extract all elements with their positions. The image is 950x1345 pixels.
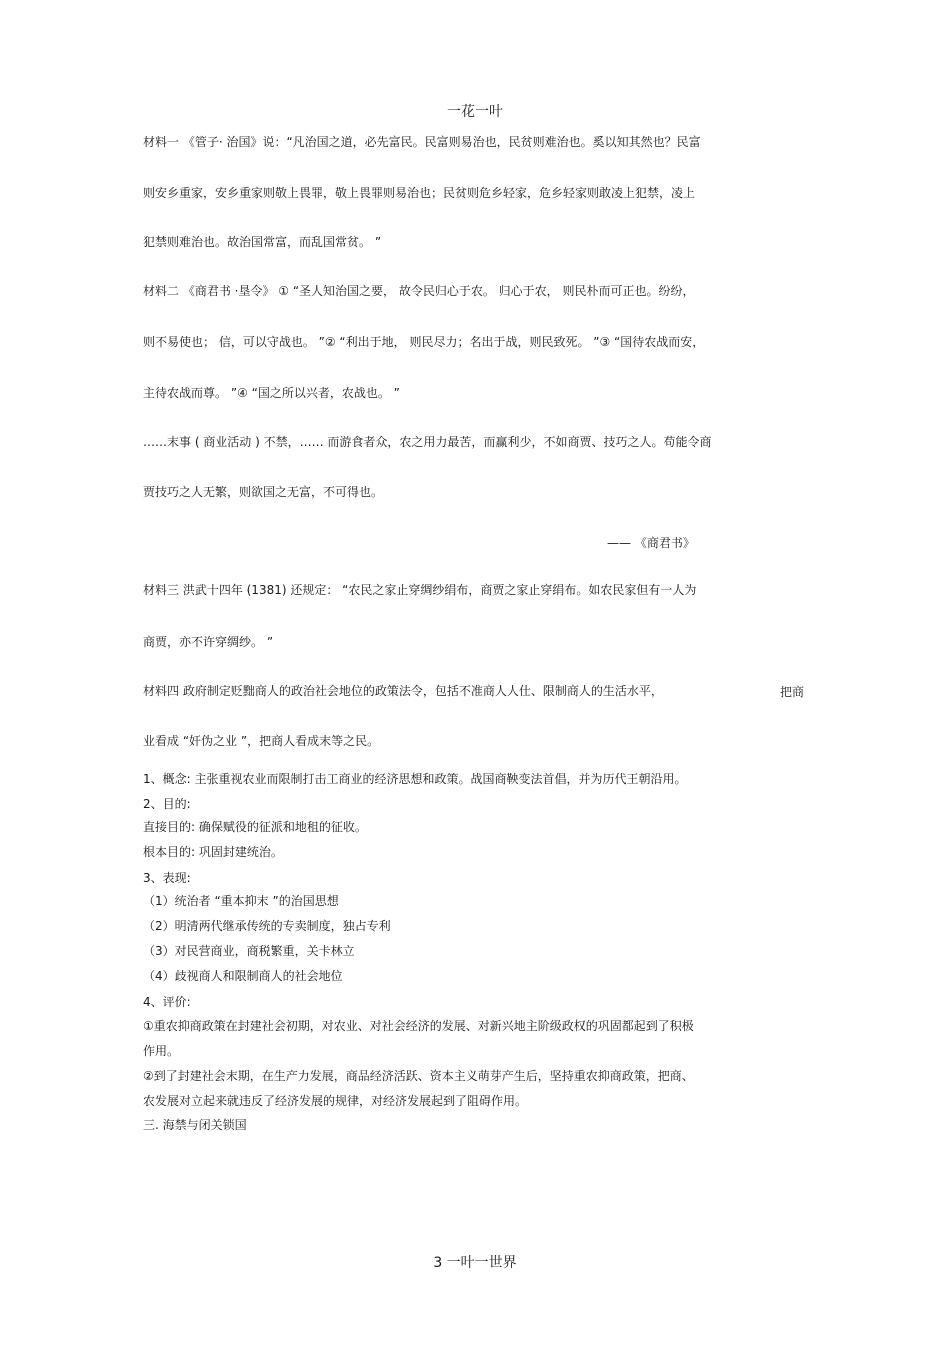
manifest-item-1: （1）统治者 “重本抑末 ”的治国思想 [143,894,339,908]
material-3-line-2: 商贾，亦不许穿绸纱。 ” [143,635,274,649]
concept-line: 1、概念: 主张重视农业而限制打击工商业的经济思想和政策。战国商鞅变法首倡，并为历代王朝沿用。 [143,772,687,786]
page-footer: 3 一叶一世界 [433,1255,517,1271]
eval-2-line-1: ②到了封建社会末期，在生产力发展，商品经济活跃、资本主义萌芽产生后，坚持重农抑商政策，把商、 [143,1069,694,1083]
material-2-source: —— 《商君书》 [607,536,695,550]
material-2-line-1: 材料二 《商君书 ·垦令》 ① “圣人知治国之要， 故令民归心于农。 归心于农， 则民朴而可正也。纷纷， [143,284,695,298]
material-1-line-3: 犯禁则难治也。故治国常富，而乱国常贫。 ” [143,235,382,249]
material-4-line-1-right: 把商 [780,685,805,699]
material-1-line-1: 材料一 《管子· 治国》说：“凡治国之道，必先富民。民富则易治也，民贫则难治也。奚以知其然也？民富 [143,135,701,149]
purpose-root: 根本目的: 巩固封建统治。 [143,845,283,859]
material-4-line-2: 业看成 “奸伪之业 ”，把商人看成末等之民。 [143,734,380,748]
purpose-direct: 直接目的: 确保赋役的征派和地租的征收。 [143,820,367,834]
material-3-line-1: 材料三 洪武十四年 (1381) 还规定： “农民之家止穿绸纱绢布，商贾之家止穿绢布。如农民家但有一人为 [143,583,697,597]
manifest-item-4: （4）歧视商人和限制商人的社会地位 [143,969,343,983]
manifest-item-3: （3）对民营商业，商税繁重，关卡林立 [143,944,355,958]
material-2-line-5: 贾技巧之人无繁，则欲国之无富，不可得也。 [143,485,384,499]
page-header: 一花一叶 [447,104,503,120]
material-1-line-2: 则安乡重家，安乡重家则敬上畏罪，敬上畏罪则易治也；民贫则危乡轻家，危乡轻家则敢凌上犯禁，凌上 [143,186,696,200]
section-3-heading: 三. 海禁与闭关锁国 [143,1118,247,1132]
eval-title: 4、评价: [143,995,191,1009]
manifest-title: 3、表现: [143,871,191,885]
eval-2-line-2: 农发展对立起来就违反了经济发展的规律，对经济发展起到了阻碍作用。 [143,1094,528,1108]
eval-1-line-1: ①重农抑商政策在封建社会初期，对农业、对社会经济的发展、对新兴地主阶级政权的巩固都起到了积极 [143,1019,694,1033]
manifest-item-2: （2）明清两代继承传统的专卖制度，独占专利 [143,919,391,933]
material-4-line-1: 材料四 政府制定贬黜商人的政治社会地位的政策法令，包括不准商人人仕、限制商人的生活水平， [143,684,663,698]
material-2-line-3: 主待农战而尊。 ”④ “国之所以兴者，农战也。 ” [143,386,400,400]
material-2-line-4: ……末事 ( 商业活动 ) 不禁，…… 而游食者众，农之用力最苦，而赢利少，不如商贾、技巧之人。苟能令商 [143,435,712,449]
eval-1-line-2: 作用。 [143,1044,180,1058]
purpose-title: 2、目的: [143,797,191,811]
material-2-line-2: 则不易使也； 信，可以守战也。 ”② “利出于地， 则民尽力；名出于战，则民致死。 ”③ “国待农战而安， [143,335,705,349]
